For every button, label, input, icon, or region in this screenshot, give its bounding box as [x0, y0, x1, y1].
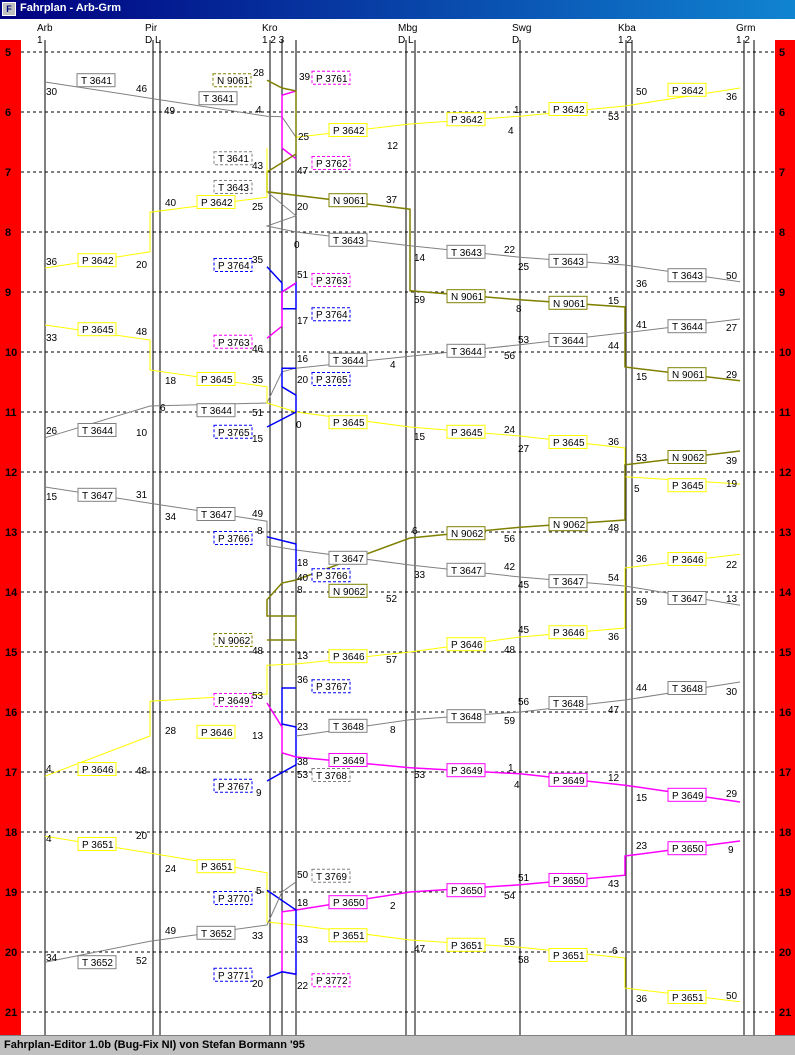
minute-label: 0 [294, 240, 300, 251]
minute-label: 4 [508, 126, 514, 137]
minute-label: 56 [504, 351, 516, 362]
minute-label: 46 [252, 343, 264, 355]
train-label: T 3769 [316, 871, 347, 883]
minute-label: 53 [297, 769, 309, 781]
timetable-chart[interactable] [0, 19, 795, 1035]
train-label: P 3646 [553, 628, 585, 640]
train-label: P 3645 [82, 325, 114, 337]
train-label: P 3770 [218, 894, 250, 905]
hour-label-right: 11 [779, 407, 791, 419]
train-label: P 3764 [218, 261, 250, 272]
minute-label: 42 [504, 562, 516, 574]
minute-label: 36 [608, 631, 620, 643]
train-label: N 9061 [451, 292, 484, 304]
hour-label-left: 9 [5, 287, 12, 299]
minute-label: 15 [414, 432, 426, 443]
hour-label-left: 14 [5, 587, 18, 599]
minute-label: 48 [252, 646, 264, 658]
minute-label: 25 [518, 262, 530, 274]
minute-label: 20 [297, 202, 309, 214]
station-sub: 1 2 [736, 35, 750, 46]
hour-label-right: 6 [779, 107, 786, 119]
train-label: T 3648 [553, 699, 584, 710]
minute-label: 59 [636, 597, 648, 608]
hour-label-right: 10 [779, 347, 792, 359]
train-label: P 3646 [201, 727, 233, 739]
hour-label-right: 5 [779, 47, 786, 59]
minute-label: 9 [728, 844, 734, 856]
minute-label: 29 [726, 789, 738, 800]
hour-label-left: 13 [5, 527, 18, 539]
train-label: P 3651 [672, 993, 704, 1004]
train-label: P 3765 [218, 427, 250, 439]
minute-label: 4 [390, 360, 396, 371]
train-path [45, 836, 740, 1002]
train-label: P 3651 [553, 951, 585, 962]
train-label: T 3652 [201, 928, 232, 940]
status-text: Fahrplan-Editor 1.0b (Bug-Fix NI) von Stefan Bormann '95 [4, 1039, 305, 1051]
minute-label: 30 [726, 687, 738, 698]
minute-label: 56 [518, 697, 530, 709]
minute-label: 0 [296, 420, 302, 431]
train-label: P 3651 [451, 940, 483, 952]
minute-label: 12 [387, 141, 399, 152]
minute-label: 4 [256, 105, 262, 116]
station-name: Kba [618, 23, 636, 34]
minute-label: 33 [252, 931, 264, 943]
train-label: T 3647 [333, 553, 364, 565]
train-label: N 9061 [333, 196, 366, 208]
minute-label: 33 [414, 570, 426, 581]
minute-label: 22 [504, 244, 516, 256]
train-label: T 3644 [333, 355, 364, 367]
train-label: T 3643 [451, 247, 482, 259]
minute-label: 17 [297, 316, 309, 328]
minute-label: 40 [165, 198, 177, 209]
hour-label-right: 19 [779, 887, 792, 899]
hour-label-right: 9 [779, 287, 786, 299]
train-label: T 3643 [333, 235, 364, 247]
train-label: P 3651 [333, 931, 365, 943]
minute-label: 4 [46, 834, 52, 845]
train-label: N 9061 [672, 370, 705, 382]
train-label: N 9062 [672, 453, 705, 464]
train-label: P 3772 [316, 976, 348, 988]
minute-label: 53 [252, 691, 264, 703]
train-label: N 9062 [333, 586, 366, 598]
minute-label: 23 [297, 721, 309, 733]
minute-label: 6 [412, 526, 418, 538]
minute-label: 50 [726, 271, 738, 283]
minute-label: 38 [297, 757, 309, 769]
station-sub: 1 2 3 [262, 35, 285, 46]
minute-label: 18 [165, 376, 177, 388]
minute-label: 53 [636, 453, 648, 464]
train-label: P 3646 [451, 640, 483, 652]
minute-label: 47 [297, 166, 309, 178]
train-label: P 3645 [333, 418, 365, 430]
train-label: P 3645 [201, 375, 233, 386]
minute-label: 5 [256, 886, 262, 898]
train-label: N 9061 [217, 76, 250, 88]
train-label: T 3644 [451, 346, 482, 358]
hour-label-left: 16 [5, 707, 18, 719]
train-label: T 3641 [81, 76, 112, 88]
train-label: P 3765 [316, 375, 348, 386]
train-label: T 3652 [82, 958, 113, 970]
train-label: T 3648 [333, 721, 364, 733]
minute-label: 50 [297, 870, 309, 881]
train-label: T 3647 [553, 577, 584, 589]
minute-label: 35 [252, 255, 264, 266]
minute-label: 12 [608, 772, 620, 784]
train-label: P 3645 [672, 481, 704, 493]
minute-label: 39 [726, 456, 738, 467]
hour-label-left: 15 [5, 647, 18, 659]
train-label: T 3647 [82, 490, 113, 502]
minute-label: 34 [165, 511, 177, 523]
train-label: P 3649 [333, 756, 365, 767]
hour-label-right: 7 [779, 167, 786, 179]
minute-label: 49 [165, 925, 177, 937]
minute-label: 51 [297, 270, 309, 281]
minute-label: 13 [252, 730, 264, 742]
train-label: P 3649 [672, 790, 704, 802]
system-menu-icon[interactable]: F [2, 2, 16, 16]
minute-label: 52 [386, 594, 398, 605]
minute-label: 28 [253, 67, 265, 79]
minute-label: 50 [636, 87, 648, 98]
train-label: P 3650 [451, 886, 483, 898]
train-label: T 3644 [201, 406, 232, 418]
train-label: P 3642 [451, 115, 483, 127]
train-label: T 3643 [672, 271, 703, 283]
minute-label: 25 [252, 202, 264, 214]
minute-label: 18 [297, 558, 309, 569]
station-sub: D L [398, 35, 414, 46]
minute-label: 44 [608, 340, 620, 352]
minute-label: 18 [297, 898, 309, 910]
minute-label: 43 [252, 160, 264, 172]
minute-label: 8 [257, 526, 263, 538]
minute-label: 14 [414, 253, 426, 265]
minute-label: 36 [46, 256, 58, 268]
hour-label-right: 18 [779, 827, 792, 839]
hour-label-left: 8 [5, 227, 12, 239]
hour-label-left: 11 [5, 407, 17, 419]
timetable-svg[interactable] [0, 19, 795, 1035]
train-label: P 3762 [316, 159, 348, 170]
hour-label-left: 20 [5, 947, 18, 959]
minute-label: 25 [298, 132, 310, 143]
minute-label: 20 [252, 979, 264, 991]
window-title: Fahrplan - Arb-Grm [20, 2, 122, 14]
minute-label: 49 [252, 508, 264, 520]
train-label: P 3642 [201, 198, 233, 209]
hour-label-left: 18 [5, 827, 18, 839]
train-label: P 3764 [316, 310, 348, 322]
train-label: P 3646 [672, 555, 704, 566]
minute-label: 47 [608, 705, 620, 716]
minute-label: 36 [608, 436, 620, 448]
minute-label: 57 [386, 655, 398, 667]
minute-label: 13 [726, 594, 738, 605]
train-label: N 9061 [553, 298, 586, 310]
train-label: P 3646 [333, 652, 365, 664]
train-label: P 3642 [82, 256, 114, 268]
minute-label: 24 [504, 424, 516, 436]
minute-label: 27 [726, 322, 738, 334]
hour-label-left: 12 [5, 467, 18, 479]
train-label: P 3642 [553, 105, 585, 116]
minute-label: 22 [726, 559, 738, 571]
minute-label: 27 [518, 444, 530, 455]
train-label: P 3763 [218, 337, 250, 349]
train-label: P 3651 [201, 862, 233, 874]
minute-label: 15 [636, 793, 648, 805]
minute-label: 35 [252, 375, 264, 386]
minute-label: 43 [608, 879, 620, 890]
minute-label: 30 [46, 87, 58, 98]
hour-label-left: 7 [5, 167, 12, 179]
minute-label: 6 [160, 403, 166, 415]
train-label: N 9062 [451, 529, 484, 541]
hour-label-left: 21 [5, 1007, 18, 1019]
train-label: P 3645 [553, 438, 585, 449]
minute-label: 54 [504, 891, 516, 902]
minute-label: 9 [256, 787, 262, 799]
train-label: P 3650 [672, 844, 704, 856]
minute-label: 51 [252, 408, 264, 419]
minute-label: 39 [299, 72, 311, 83]
minute-label: 10 [136, 427, 148, 439]
train-label: P 3763 [316, 276, 348, 287]
minute-label: 48 [608, 523, 620, 535]
minute-label: 8 [297, 585, 303, 596]
minute-label: 31 [136, 490, 148, 502]
train-label: T 3647 [451, 565, 482, 577]
hour-label-right: 12 [779, 467, 792, 479]
train-label: T 3647 [672, 594, 703, 605]
minute-label: 15 [608, 295, 620, 307]
minute-label: 26 [46, 426, 58, 437]
minute-label: 24 [165, 864, 177, 875]
minute-label: 53 [414, 769, 426, 781]
station-name: Swg [512, 23, 532, 34]
minute-label: 1 [514, 105, 520, 116]
train-label: T 3768 [316, 771, 347, 782]
minute-label: 33 [46, 333, 58, 344]
train-label: P 3651 [82, 840, 114, 851]
minute-label: 36 [636, 994, 648, 1006]
minute-label: 36 [636, 279, 648, 290]
train-label: P 3650 [333, 898, 365, 910]
minute-label: 55 [504, 937, 516, 949]
minute-label: 49 [164, 106, 176, 118]
station-name: Grm [736, 23, 756, 34]
train-label: P 3650 [553, 876, 585, 887]
train-label: P 3642 [672, 85, 704, 97]
minute-label: 23 [636, 841, 648, 853]
minute-label: 58 [518, 955, 530, 967]
minute-label: 50 [726, 991, 738, 1003]
hour-label-right: 21 [779, 1007, 792, 1019]
minute-label: 44 [636, 682, 648, 694]
minute-label: 59 [504, 715, 516, 727]
train-label: P 3645 [451, 427, 483, 439]
minute-label: 34 [46, 952, 58, 964]
hour-label-left: 5 [5, 47, 12, 59]
minute-label: 37 [386, 195, 398, 206]
hour-label-left: 17 [5, 767, 18, 779]
train-label: P 3766 [316, 571, 348, 583]
train-label: P 3642 [333, 126, 365, 137]
hour-label-right: 14 [779, 587, 792, 599]
minute-label: 8 [516, 304, 522, 316]
minute-label: 16 [297, 354, 309, 365]
train-label: T 3641 [218, 154, 249, 166]
hour-label-right: 16 [779, 707, 792, 719]
minute-label: 15 [252, 433, 264, 445]
hour-label-right: 13 [779, 527, 792, 539]
train-label: P 3767 [218, 781, 250, 793]
minute-label: 54 [608, 573, 620, 584]
minute-label: 28 [165, 726, 177, 737]
minute-label: 45 [518, 580, 530, 592]
minute-label: 1 [508, 763, 514, 775]
train-label: T 3644 [553, 336, 584, 347]
minute-label: 33 [608, 255, 620, 266]
train-label: T 3643 [553, 256, 584, 268]
hour-label-right: 17 [779, 767, 792, 779]
train-label: P 3761 [316, 73, 348, 85]
minute-label: 6 [612, 946, 618, 958]
minute-label: 48 [136, 766, 148, 778]
minute-label: 53 [608, 112, 620, 124]
train-label: P 3771 [218, 970, 250, 982]
minute-label: 2 [390, 901, 396, 913]
minute-label: 51 [518, 873, 530, 884]
station-name: Mbg [398, 23, 418, 34]
minute-label: 52 [136, 955, 148, 967]
minute-label: 20 [136, 259, 148, 271]
station-sub: 1 2 [618, 35, 632, 46]
minute-label: 20 [297, 375, 309, 386]
title-bar [0, 0, 795, 19]
minute-label: 40 [297, 573, 309, 584]
minute-label: 36 [297, 675, 309, 686]
minute-label: 46 [136, 84, 148, 95]
train-path [282, 148, 296, 159]
minute-label: 15 [46, 492, 58, 503]
minute-label: 19 [726, 478, 738, 490]
minute-label: 20 [136, 831, 148, 842]
minute-label: 22 [297, 981, 309, 992]
train-label: T 3648 [672, 684, 703, 695]
train-label: T 3644 [672, 322, 703, 334]
hour-label-left: 6 [5, 107, 12, 119]
minute-label: 56 [504, 534, 516, 545]
minute-label: 29 [726, 370, 738, 382]
minute-label: 48 [136, 327, 148, 338]
minute-label: 36 [726, 91, 738, 103]
train-label: T 3648 [451, 712, 482, 724]
minute-label: 47 [414, 943, 426, 955]
minute-label: 4 [514, 780, 520, 791]
minute-label: 45 [518, 625, 530, 637]
minute-label: 5 [634, 484, 640, 496]
station-name: Arb [37, 23, 53, 34]
station-sub: D L [145, 35, 161, 46]
hour-label-right: 20 [779, 947, 792, 959]
minute-label: 59 [414, 295, 426, 307]
train-label: N 9062 [218, 636, 251, 647]
minute-label: 36 [636, 553, 648, 565]
train-label: P 3649 [451, 766, 483, 778]
hour-label-right: 15 [779, 647, 792, 659]
minute-label: 13 [297, 651, 309, 662]
train-label: P 3649 [218, 696, 250, 707]
minute-label: 48 [504, 645, 516, 656]
station-sub: 1 [37, 35, 43, 46]
minute-label: 53 [518, 334, 530, 346]
train-label: T 3644 [82, 426, 113, 437]
minute-label: 4 [46, 763, 52, 775]
minute-label: 8 [390, 724, 396, 736]
hour-label-left: 19 [5, 887, 18, 899]
train-label: P 3646 [82, 765, 114, 776]
train-label: T 3641 [203, 94, 234, 106]
minute-label: 15 [636, 372, 648, 383]
train-label: N 9062 [553, 520, 586, 532]
train-label: P 3766 [218, 534, 250, 545]
minute-label: 41 [636, 319, 648, 331]
train-label: P 3767 [316, 682, 348, 694]
minute-label: 33 [297, 934, 309, 946]
hour-label-right: 8 [779, 227, 786, 239]
station-name: Kro [262, 23, 278, 34]
station-name: Pir [145, 23, 158, 34]
train-path [45, 487, 740, 605]
station-sub: D [512, 35, 520, 46]
status-bar [0, 1035, 795, 1055]
train-label: T 3643 [218, 183, 249, 194]
train-label: P 3649 [553, 775, 585, 787]
train-label: T 3647 [201, 510, 232, 521]
hour-label-left: 10 [5, 347, 18, 359]
